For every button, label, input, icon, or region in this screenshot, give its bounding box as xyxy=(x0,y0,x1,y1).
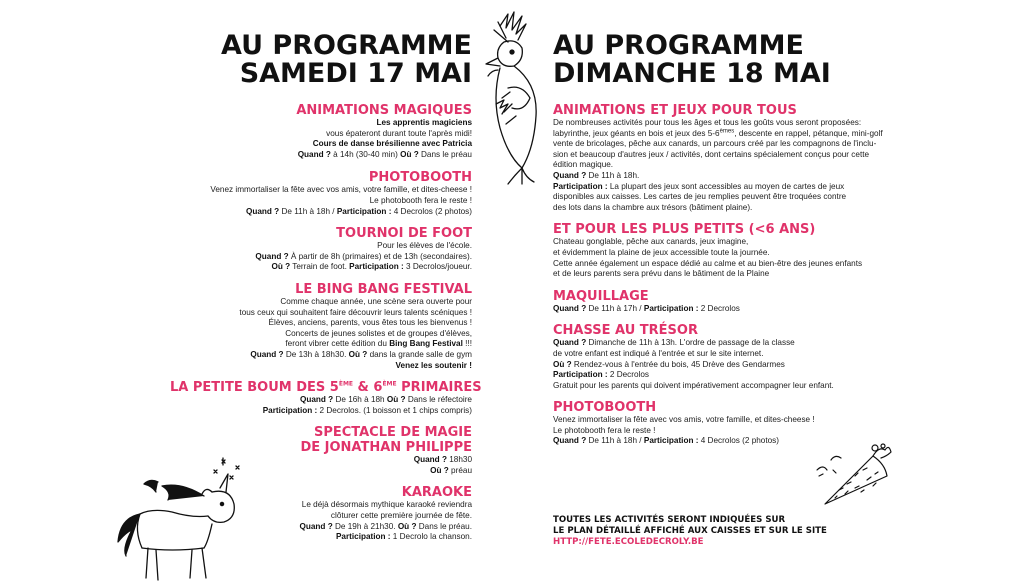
section-title: KARAOKE xyxy=(401,485,472,501)
tresor-line2: de votre enfant est indiqué à l'entrée et sur le site internet. xyxy=(553,348,764,358)
sunday-title-line2: DIMANCHE 18 MAI xyxy=(553,58,831,89)
when-label: Quand ? xyxy=(413,455,447,465)
when-label: Quand ? xyxy=(299,521,333,531)
bingbang-support: Venez les soutenir ! xyxy=(395,360,472,370)
participation-label: Participation : xyxy=(553,181,608,191)
bingbang-line3: Élèves, anciens, parents, vous êtes tous les bienvenus ! xyxy=(268,318,472,328)
when-label: Quand ? xyxy=(245,206,280,216)
where-value: Dans le réfectoire xyxy=(405,395,472,405)
unicorn-drawing-icon xyxy=(112,452,252,585)
animations-line3: vente de bricolages, pêche aux canards, un parcours créé par les compagnons de l'inclu- xyxy=(553,139,877,149)
bingbang-festival-name: Bing Bang Festival xyxy=(389,339,463,349)
participation-value: 4 Decrolos (2 photos) xyxy=(391,206,472,216)
bingbang-line4: Concerts de jeunes solistes et de groupes d'élèves, xyxy=(285,328,472,338)
when-value: De 13h à 18h30. xyxy=(283,349,349,359)
when-label: Quand ? xyxy=(255,251,289,261)
animations-line1: De nombreuses activités pour tous les âges et tous les goûts vous seront proposées: xyxy=(553,118,862,127)
participation-value: 3 Decrolos/joueur. xyxy=(403,262,472,272)
participation-label: Participation : xyxy=(553,370,608,380)
magic-line3: Cours de danse brésilienne avec Patricia xyxy=(312,139,472,149)
section-petite-boum xyxy=(170,380,482,416)
foot-line1: Pour les élèves de l'école. xyxy=(377,241,472,251)
when-label: Quand ? xyxy=(299,395,334,405)
where-value: dans la grande salle de gym xyxy=(367,349,472,359)
section-title: ANIMATIONS ET JEUX POUR TOUS xyxy=(553,103,797,118)
participation-label: Participation : xyxy=(349,262,404,272)
where-label: Où ? xyxy=(400,149,419,159)
saturday-title xyxy=(170,32,472,88)
section-title: ANIMATIONS MAGIQUES xyxy=(296,103,472,118)
photobooth-line1: Venez immortaliser la fête avec vos amis, votre famille, et dites-cheese ! xyxy=(553,415,815,425)
participation-value: 2 Decrolos xyxy=(607,370,650,380)
section-title: MAQUILLAGE xyxy=(553,288,649,304)
sunday-column xyxy=(553,32,883,447)
footer-line1: TOUTES LES ACTIVITÉS SERONT INDIQUÉES SUR xyxy=(553,515,786,525)
participation-value: 2 Decrolos xyxy=(698,303,740,313)
animations-line4: sion et beaucoup d'autres jeux / activités, dont certains spécialement conçus pour cette xyxy=(553,149,870,159)
section-maquillage xyxy=(553,289,883,315)
when-label: Quand ? xyxy=(250,349,284,359)
section-chasse-tresor xyxy=(553,323,883,391)
footer-line2: LE PLAN DÉTAILLÉ AFFICHÉ AUX CAISSES ET SUR LE SITE xyxy=(553,526,827,536)
where-value: Dans le préau. xyxy=(416,521,472,531)
section-animations-magiques xyxy=(170,103,472,160)
section-title: CHASSE AU TRÉSOR xyxy=(553,323,698,339)
participation-value: 2 Decrolos. (1 boisson et 1 chips compris) xyxy=(317,405,472,415)
boum-sup2: ÈME xyxy=(382,380,397,388)
where-label: Où ? xyxy=(553,359,572,369)
bingbang-line1: Comme chaque année, une scène sera ouverte pour xyxy=(280,296,472,306)
participation-value: La plupart des jeux sont accessibles au moyen de cartes de jeux xyxy=(607,181,845,191)
participation-label: Participation : xyxy=(643,303,699,313)
boum-title-a: LA PETITE BOUM DES 5 xyxy=(170,380,339,396)
animations-line9: des lots dans la chambre aux trésors (bâtiment plaine). xyxy=(553,202,753,212)
when-value: De 11h à 18h. xyxy=(586,170,640,180)
boum-sup1: ÈME xyxy=(338,380,354,388)
section-animations-jeux xyxy=(553,103,883,213)
when-label: Quand ? xyxy=(553,436,587,446)
where-label: Où ? xyxy=(386,395,406,405)
when-label: Quand ? xyxy=(297,149,331,159)
where-label: Où ? xyxy=(397,521,417,531)
petits-line1: Chateau gonglable, pêche aux canards, jeux imagine, xyxy=(553,237,749,247)
karaoke-line2: clôturer cette première journée de fête. xyxy=(330,511,472,521)
when-value: À partir de 8h (primaires) et de 13h (secondaires). xyxy=(288,251,472,261)
boum-title-b: & 6 xyxy=(353,380,383,396)
when-label: Quand ? xyxy=(553,170,587,180)
where-value: Rendez-vous à l'entrée du bois, 45 Drève des Gendarmes xyxy=(571,359,785,369)
footer-note xyxy=(553,515,883,548)
magic-line1: Les apprentis magiciens xyxy=(376,118,472,127)
photobooth-line2: Le photobooth fera le reste ! xyxy=(553,425,656,435)
where-value: Terrain de foot. xyxy=(290,262,350,272)
petits-line3: Cette année également un espace dédié au calme et au bien-être des jeunes enfants xyxy=(553,258,863,268)
where-value: Dans le préau xyxy=(418,149,472,159)
saturday-title-line1: AU PROGRAMME xyxy=(221,30,472,61)
animations-line2a: labyrinthe, jeux géants en bois et jeux des 5-6 xyxy=(553,128,720,138)
section-title xyxy=(170,380,482,396)
where-value: préau xyxy=(448,465,472,475)
when-label: Quand ? xyxy=(553,303,587,313)
photobooth-line2: Le photobooth fera le reste ! xyxy=(369,195,472,205)
where-label: Où ? xyxy=(271,262,291,272)
animations-line2-sup: èmes xyxy=(719,127,735,134)
participation-value: 1 Decrolo la chanson. xyxy=(390,532,472,542)
section-title: ET POUR LES PLUS PETITS (<6 ANS) xyxy=(553,222,816,238)
when-value: 18h30 xyxy=(446,455,472,465)
section-title-line1: SPECTACLE DE MAGIE xyxy=(313,425,472,441)
participation-label: Participation : xyxy=(336,206,392,216)
section-plus-petits xyxy=(553,222,883,279)
sunday-title-line1: AU PROGRAMME xyxy=(553,30,804,61)
participation-label: Participation : xyxy=(643,436,699,446)
bird-drawing-icon xyxy=(478,8,558,188)
animations-line5: édition magique. xyxy=(553,160,614,170)
when-value: De 11h à 18h / xyxy=(279,206,337,216)
participation-value: 4 Decrolos (2 photos) xyxy=(698,436,780,446)
section-title: PHOTOBOOTH xyxy=(553,400,657,416)
section-photobooth-saturday xyxy=(170,170,472,217)
when-value: De 16h à 18h xyxy=(333,395,387,405)
when-value: à 14h (30-40 min) xyxy=(330,149,401,159)
saturday-title-line2: SAMEDI 17 MAI xyxy=(239,58,472,89)
bingbang-line2: tous ceux qui souhaitent faire découvrir leurs talents scéniques ! xyxy=(239,307,472,317)
bingbang-exclaim: !!! xyxy=(462,339,472,349)
petits-line2: et évidemment la plaine de jeux accessible toute la journée. xyxy=(553,247,770,257)
section-title-line2: DE JONATHAN PHILIPPE xyxy=(300,440,472,456)
section-bing-bang-festival xyxy=(170,282,472,371)
animations-line8: disponibles aux caisses. Les cartes de jeu remplies peuvent être troquées contre xyxy=(553,192,847,202)
when-label: Quand ? xyxy=(553,338,587,348)
participation-label: Participation : xyxy=(335,532,391,542)
when-value: De 11h à 18h / xyxy=(586,436,644,446)
when-value: Dimanche de 11h à 13h. L'ordre de passage de la classe xyxy=(586,338,795,348)
section-tournoi-foot xyxy=(170,226,472,273)
where-label: Où ? xyxy=(348,349,368,359)
section-title: TOURNOI DE FOOT xyxy=(336,226,472,242)
footer-url-link[interactable]: HTTP://FETE.ECOLEDECROLY.BE xyxy=(553,537,704,547)
section-title: LE BING BANG FESTIVAL xyxy=(295,281,472,297)
where-label: Où ? xyxy=(430,465,449,475)
karaoke-line1: Le déjà désormais mythique karaoké reviendra xyxy=(301,500,472,510)
participation-label: Participation : xyxy=(262,405,318,415)
party-hat-drawing-icon xyxy=(815,440,895,512)
when-value: De 19h à 21h30. xyxy=(332,521,398,531)
animations-line2b: , descente en rappel, pétanque, mini-golf xyxy=(734,128,883,138)
petits-line4: et de leurs parents sera prévu dans le bâtiment de la Plaine xyxy=(553,269,770,279)
bingbang-line5: feront vibrer cette édition du xyxy=(285,339,390,349)
when-value: De 11h à 17h / xyxy=(586,303,644,313)
magic-line2: vous épateront durant toute l'après midi! xyxy=(326,128,472,138)
photobooth-line1: Venez immortaliser la fête avec vos amis, votre famille, et dites-cheese ! xyxy=(210,185,472,195)
section-title: PHOTOBOOTH xyxy=(368,170,472,186)
boum-title-c: PRIMAIRES xyxy=(396,380,482,396)
tresor-line5: Gratuit pour les parents qui doivent impérativement accompagner leur enfant. xyxy=(553,380,834,390)
sunday-title xyxy=(553,32,883,88)
